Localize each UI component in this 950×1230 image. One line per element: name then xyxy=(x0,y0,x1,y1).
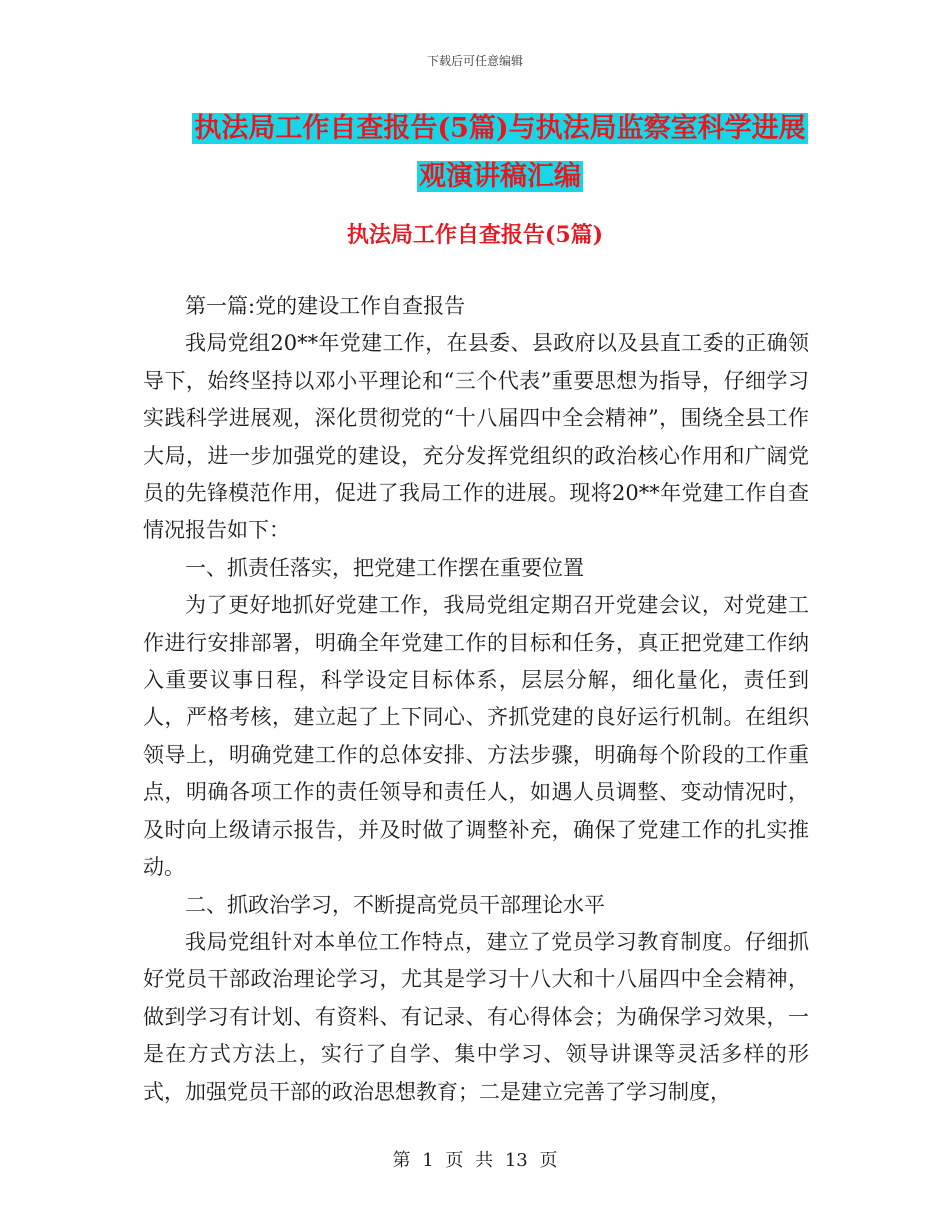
page-number-footer: 第 1 页 共 13 页 xyxy=(392,1150,558,1171)
document-title-line-1: 执法局工作自查报告(5篇)与执法局监察室科学进展 xyxy=(194,113,806,144)
chapter-heading: 第一篇:党的建设工作自查报告 xyxy=(185,294,466,318)
subsection-heading: 二、抓政治学习，不断提高党员干部理论水平 xyxy=(185,892,605,917)
document-title xyxy=(150,105,850,201)
subsection-heading: 一、抓责任落实，把党建工作摆在重要位置 xyxy=(185,555,584,580)
body-paragraph: 我局党组针对本单位工作特点，建立了党员学习教育制度。仔细抓好党员干部政治理论学习，尤其是学习十八大和十八届四中全会精神，做到学习有计划、有资料、有记录、有心得体会；为确保学习效果，一是在方式方法上，实行了自学、集中学习、领导讲课等灵活多样的形式，加强党员干部的政治思想教育；二是建立完善了学习制度， xyxy=(143,929,809,1104)
header-note: 下载后可任意编辑 xyxy=(426,54,523,68)
document-body xyxy=(143,288,809,1111)
document-title-line-2: 观演讲稿汇编 xyxy=(419,161,581,192)
body-paragraph: 我局党组20**年党建工作，在县委、县政府以及县直工委的正确领导下，始终坚持以邓小平理论和“三个代表”重要思想为指导，仔细学习实践科学进展观，深化贯彻党的“十八届四中全会精神”，围绕全县工作大局，进一步加强党的建设，充分发挥党组织的政治核心作用和广阔党员的先锋模范作用，促进了我局工作的进展。现将20**年党建工作自查情况报告如下： xyxy=(143,331,809,543)
section-title: 执法局工作自查报告(5篇) xyxy=(346,222,604,248)
body-paragraph: 为了更好地抓好党建工作，我局党组定期召开党建会议，对党建工作进行安排部署，明确全年党建工作的目标和任务，真正把党建工作纳入重要议事日程，科学设定目标体系，层层分解，细化量化，责任到人，严格考核，建立起了上下同心、齐抓党建的良好运行机制。在组织领导上，明确党建工作的总体安排、方法步骤，明确每个阶段的工作重点，明确各项工作的责任领导和责任人，如遇人员调整、变动情况时，及时向上级请示报告，并及时做了调整补充，确保了党建工作的扎实推动。 xyxy=(143,593,809,880)
